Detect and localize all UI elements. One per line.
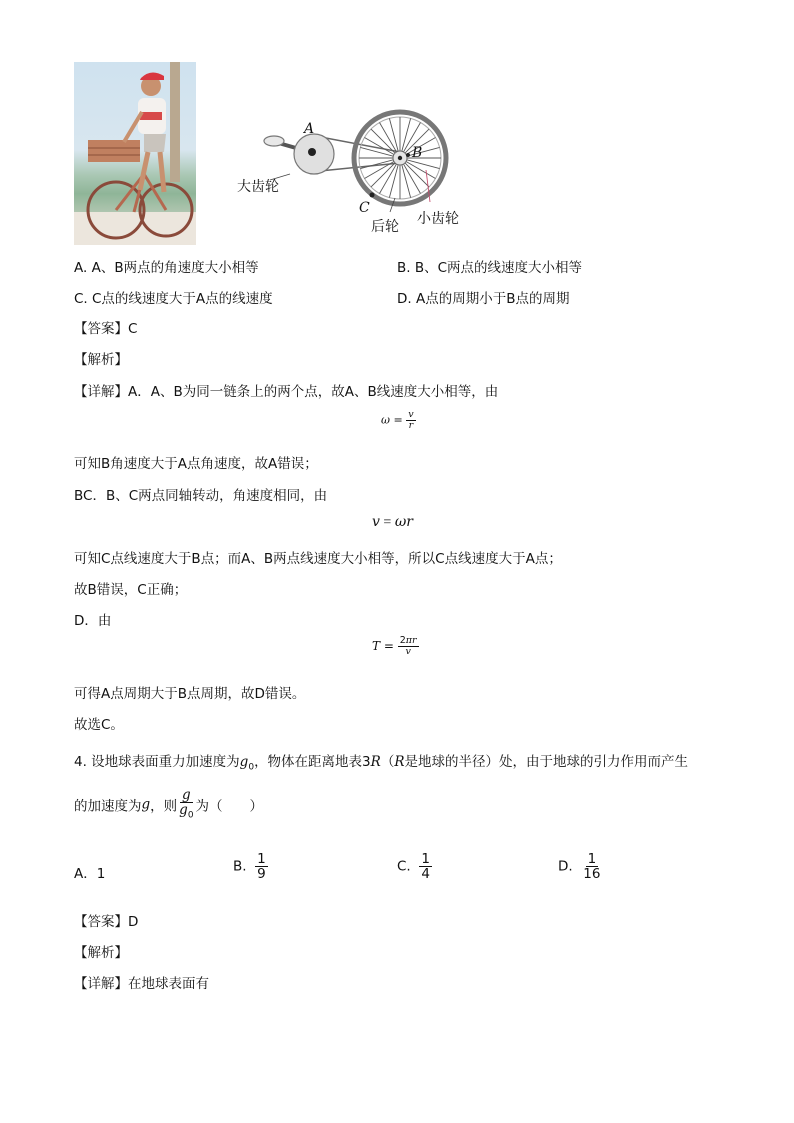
q3-detail-5: 故B错误，C正确； [74,582,188,598]
point-b-dot [406,153,410,157]
q3-detail-2: 可知B角速度大于A点角速度，故A错误； [74,456,318,472]
spoke [404,162,429,187]
q4-detail-1: 【详解】在地球表面有 [74,976,209,992]
q3-detail-4: 可知C点线速度大于B点；而A、B两点线速度大小相等，所以C点线速度大于A点； [74,551,562,567]
q3-option-c: C. C点的线速度大于A点的线速度 [74,291,273,307]
label-a: A [304,121,315,137]
q3-option-d: D. A点的周期小于B点的周期 [397,291,570,307]
q4-option-a: A．1 [74,866,106,882]
q4-stem-line-1: 4. 设地球表面重力加速度为$g_0$，物体在距离地表3R（R是地球的半径）处，由于地球的引力作用而产生 [74,754,688,773]
pedal [264,136,284,146]
label-b: B [412,145,423,161]
q4-option-d: D. $\frac{1}{16}$ [558,851,601,883]
q4-option-c: C. $\frac{1}{4}$ [397,851,430,883]
q3-detail-7: 可得A点周期大于B点周期，故D错误。 [74,686,306,702]
point-a-dot [308,148,316,156]
q3-option-b: B. B、C两点的线速度大小相等 [397,260,583,276]
q3-detail-8: 故选C。 [74,717,124,733]
q3-analysis-heading: 【解析】 [74,352,128,368]
q4-answer: 【答案】D [74,914,139,930]
formula-t: T = $\frac{2\pi r}{v}$ [372,635,417,657]
formula-omega: ω = $\frac{v}{r}$ [381,409,414,431]
q3-detail-6: D．由 [74,613,112,629]
label-big-gear: 大齿轮 [237,179,279,195]
label-c: C [359,200,370,216]
q3-option-a: A. A、B两点的角速度大小相等 [74,260,259,276]
point-c-dot [370,193,375,198]
cyclist-photo [74,62,196,245]
hub [398,156,402,160]
label-rear-wheel: 后轮 [371,219,399,235]
q3-detail-1: 【详解】A．A、B为同一链条上的两个点，故A、B线速度大小相等，由 [74,384,499,400]
q4-analysis-heading: 【解析】 [74,945,128,961]
formula-v: v = ωr [372,514,413,530]
q4-stem-line-2: 的加速度为g，则 $\frac{g}{g_0}$ 为（ ） [74,787,264,821]
spoke [371,129,396,154]
q3-answer: 【答案】C [74,321,138,337]
q3-detail-3: BC．B、C两点同轴转动，角速度相同，由 [74,488,328,504]
label-small-gear: 小齿轮 [417,211,459,227]
q4-option-b: B. $\frac{1}{9}$ [233,851,266,883]
